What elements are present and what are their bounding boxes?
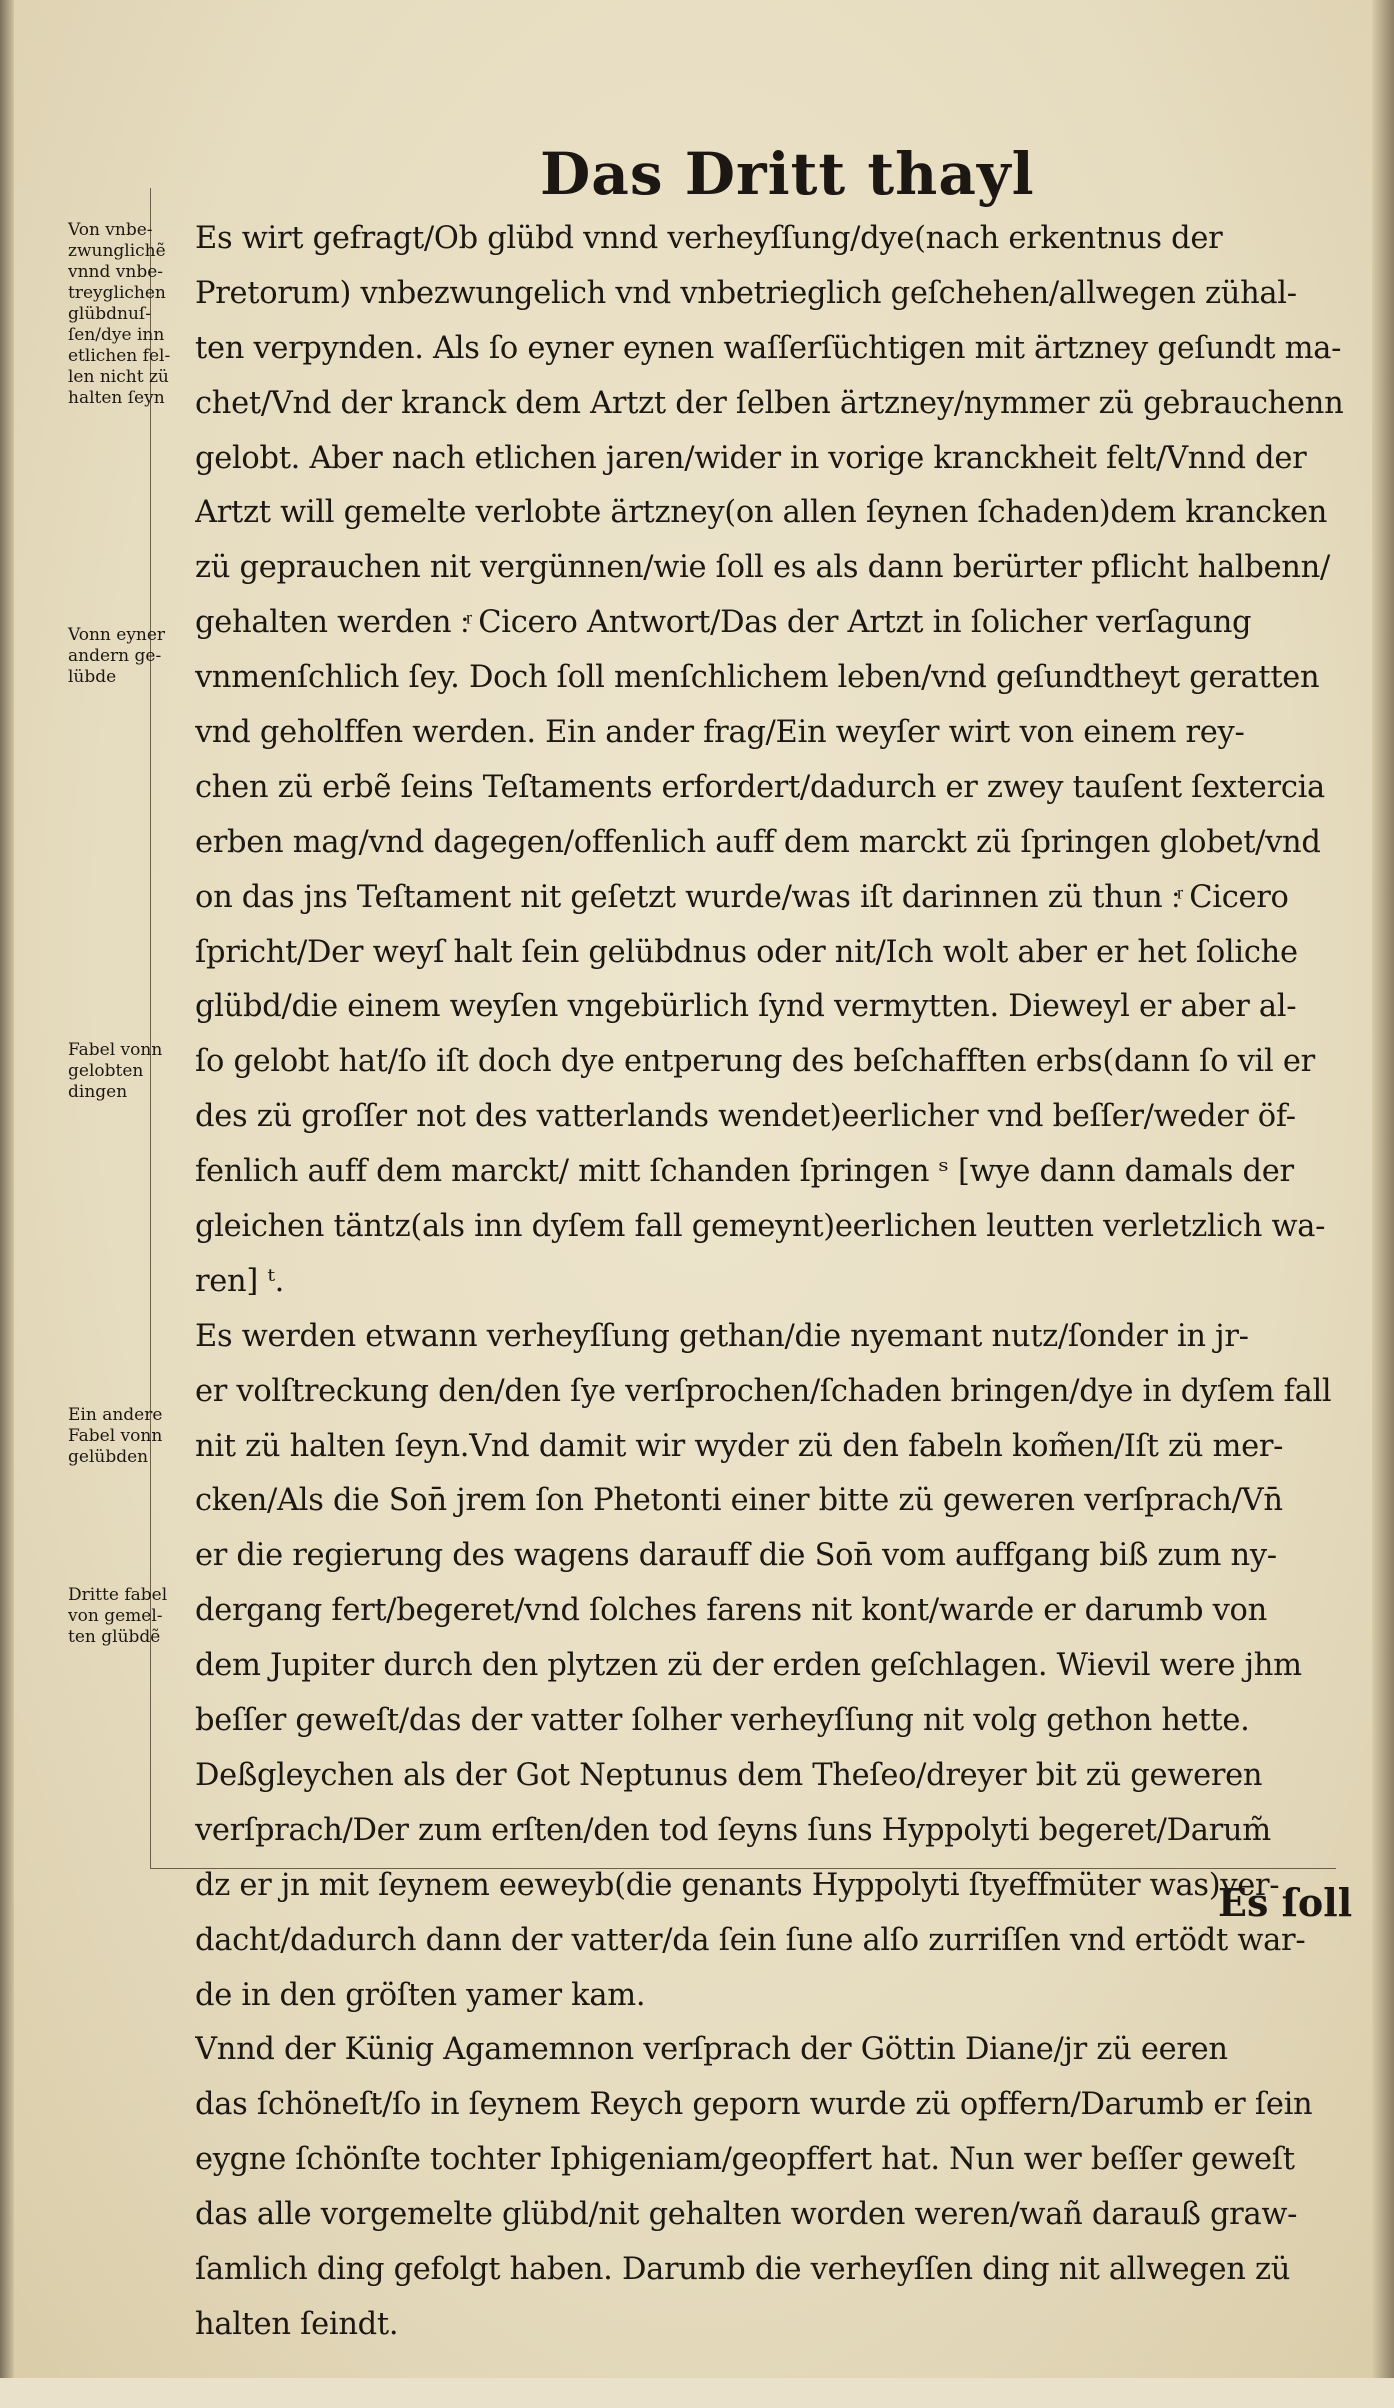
margin-note-line: zwunglichẽ bbox=[68, 241, 166, 261]
text-line: zü geprauchen nit vergünnen/wie ſoll es als dann berürter pflicht halbenn/ bbox=[195, 550, 1330, 586]
margin-note-4 bbox=[68, 1405, 208, 1468]
text-line: glübd/die einem weyſen vngebürlich ſynd vermytten. Dieweyl er aber al- bbox=[195, 989, 1297, 1025]
margin-note-line: Dritte fabel bbox=[68, 1585, 168, 1605]
text-line: eygne ſchönſte tochter Iphigeniam/geopffert hat. Nun wer beſſer geweſt bbox=[195, 2142, 1295, 2178]
text-line: des zü groſſer not des vatterlands wendet)eerlicher vnd beſſer/weder öf- bbox=[195, 1099, 1296, 1135]
text-line: ſpricht/Der weyſ halt ſein gelübdnus oder nit/Ich wolt aber er het ſoliche bbox=[195, 934, 1298, 970]
margin-note-line: dingen bbox=[68, 1082, 128, 1102]
text-line: er die regierung des wagens darauff die Son̄ vom auffgang biß zum ny- bbox=[195, 1538, 1277, 1574]
margin-note-5 bbox=[68, 1585, 208, 1648]
text-line bbox=[195, 2353, 1365, 2408]
text-line: de in den gröſten yamer kam. bbox=[195, 1977, 646, 2013]
margin-note-line: Ein andere bbox=[68, 1405, 163, 1425]
text-line: nit zü halten ſeyn.Vnd damit wir wyder zü den fabeln kom̃en/Iſt zü mer- bbox=[195, 1428, 1284, 1464]
text-line: fenlich auff dem marckt/ mitt ſchanden ſpringen ˢ [wye dann damals der bbox=[195, 1154, 1294, 1190]
text-line: ſamlich ding gefolgt haben. Darumb die verheyſſen ding nit allwegen zü bbox=[195, 2251, 1291, 2287]
margin-note-line: vnnd vnbe- bbox=[68, 262, 164, 282]
text-line: gehalten werden :ͬ Cicero Antwort/Das der Artzt in ſolicher verſagung bbox=[195, 605, 1252, 641]
margin-note-line: len nicht zü bbox=[68, 367, 169, 387]
margin-note-line: treyglichen bbox=[68, 283, 166, 303]
text-line: Artzt will gemelte verlobte ärtzney(on allen ſeynen ſchaden)dem krancken bbox=[195, 495, 1328, 531]
text-line: on das jns Teſtament nit geſetzt wurde/was iſt darinnen zü thun :ͬ Cicero bbox=[195, 879, 1289, 915]
page-right-edge bbox=[1372, 0, 1394, 2378]
main-text-block bbox=[195, 212, 1365, 2408]
margin-note-line: gelübden bbox=[68, 1447, 149, 1467]
catchword: Es ſoll bbox=[1218, 1880, 1353, 1925]
margin-note-line: halten ſeyn bbox=[68, 388, 165, 408]
margin-note-line: gelobten bbox=[68, 1061, 144, 1081]
text-line: chen zü erbẽ ſeins Teſtaments erfordert/dadurch er zwey tauſent ſextercia bbox=[195, 769, 1325, 805]
text-line: erben mag/vnd dagegen/offenlich auff dem marckt zü ſpringen globet/vnd bbox=[195, 824, 1321, 860]
page-left-edge bbox=[0, 0, 14, 2378]
text-line: chet/Vnd der kranck dem Artzt der ſelben ärtzney/nymmer zü gebrauchenn bbox=[195, 385, 1344, 421]
text-line: dergang fert/begeret/vnd ſolches farens nit kont/warde er darumb von bbox=[195, 1593, 1267, 1629]
text-line: beſſer geweſt/das der vatter ſolher verheyſſung nit volg gethon hette. bbox=[195, 1703, 1250, 1739]
margin-note-line: Von vnbe- bbox=[68, 220, 153, 240]
text-line: vnmenſchlich ſey. Doch ſoll menſchlichem leben/vnd geſundtheyt geratten bbox=[195, 660, 1320, 696]
text-line: Es wirt gefragt/Ob glübd vnnd verheyſſung/dye(nach erkentnus der bbox=[195, 221, 1223, 256]
text-line: verſprach/Der zum erſten/den tod ſeyns ſuns Hyppolyti begeret/Darum̃ bbox=[195, 1812, 1271, 1848]
margin-note-line: Vonn eyner bbox=[68, 625, 166, 645]
text-line: Es werden etwann verheyſſung gethan/die nyemant nutz/ſonder in jr- bbox=[195, 1318, 1249, 1354]
text-line: dz er jn mit ſeynem eeweyb(die genants Hyppolyti ſtyeffmüter was)ver- bbox=[195, 1867, 1280, 1903]
text-line: ten verpynden. Als ſo eyner eynen waſſerſüchtigen mit ärtzney geſundt ma- bbox=[195, 330, 1342, 366]
margin-note-line: glübdnuſ- bbox=[68, 304, 151, 324]
margin-note-line: andern ge- bbox=[68, 646, 162, 666]
text-line: dacht/dadurch dann der vatter/da ſein ſune alſo zurriſſen vnd ertödt war- bbox=[195, 1922, 1306, 1958]
margin-note-1 bbox=[68, 220, 208, 409]
text-line: das alle vorgemelte glübd/nit gehalten worden weren/wañ darauß graw- bbox=[195, 2197, 1298, 2233]
text-line: vnd geholffen werden. Ein ander frag/Ein weyſer wirt von einem rey- bbox=[195, 715, 1245, 751]
text-line: gelobt. Aber nach etlichen jaren/wider in vorige kranckheit felt/Vnnd der bbox=[195, 440, 1307, 476]
margin-note-2 bbox=[68, 625, 208, 688]
text-line: Deßgleychen als der Got Neptunus dem Theſeo/dreyer bit zü geweren bbox=[195, 1757, 1263, 1793]
margin-note-line: ſen/dye inn bbox=[68, 325, 165, 345]
text-line: cken/Als die Son̄ jrem ſon Phetonti einer bitte zü geweren verſprach/Vn̄ bbox=[195, 1483, 1283, 1519]
margin-note-line: Fabel vonn bbox=[68, 1040, 163, 1060]
text-line: Vnnd der Künig Agamemnon verſprach der Göttin Diane/jr zü eeren bbox=[195, 2032, 1228, 2068]
margin-note-line: etlichen fel- bbox=[68, 346, 171, 366]
text-line: er volſtreckung den/den ſye verſprochen/ſchaden bringen/dye in dyſem fall bbox=[195, 1373, 1332, 1409]
running-header: Das Dritt thayl bbox=[540, 140, 1035, 208]
margin-note-3 bbox=[68, 1040, 208, 1103]
text-line: ren] ᵗ. bbox=[195, 1263, 284, 1299]
margin-note-line: von gemel- bbox=[68, 1606, 163, 1626]
text-line: halten ſeindt. bbox=[195, 2306, 399, 2342]
text-line: gleichen täntz(als inn dyſem fall gemeynt)eerlichen leutten verletzlich wa- bbox=[195, 1209, 1326, 1245]
margin-note-line: ten glübdẽ bbox=[68, 1627, 161, 1647]
text-line: dem Jupiter durch den plytzen zü der erden geſchlagen. Wievil were jhm bbox=[195, 1648, 1302, 1684]
text-line: das ſchöneſt/ſo in ſeynem Reych geporn wurde zü opffern/Darumb er ſein bbox=[195, 2087, 1313, 2123]
text-line: ſo gelobt hat/ſo iſt doch dye entperung des beſchafften erbs(dann ſo vil er bbox=[195, 1044, 1315, 1080]
margin-note-line: lübde bbox=[68, 667, 117, 687]
margin-note-line: Fabel vonn bbox=[68, 1426, 163, 1446]
text-line: Pretorum) vnbezwungelich vnd vnbetrieglich geſchehen/allwegen zühal- bbox=[195, 275, 1297, 311]
